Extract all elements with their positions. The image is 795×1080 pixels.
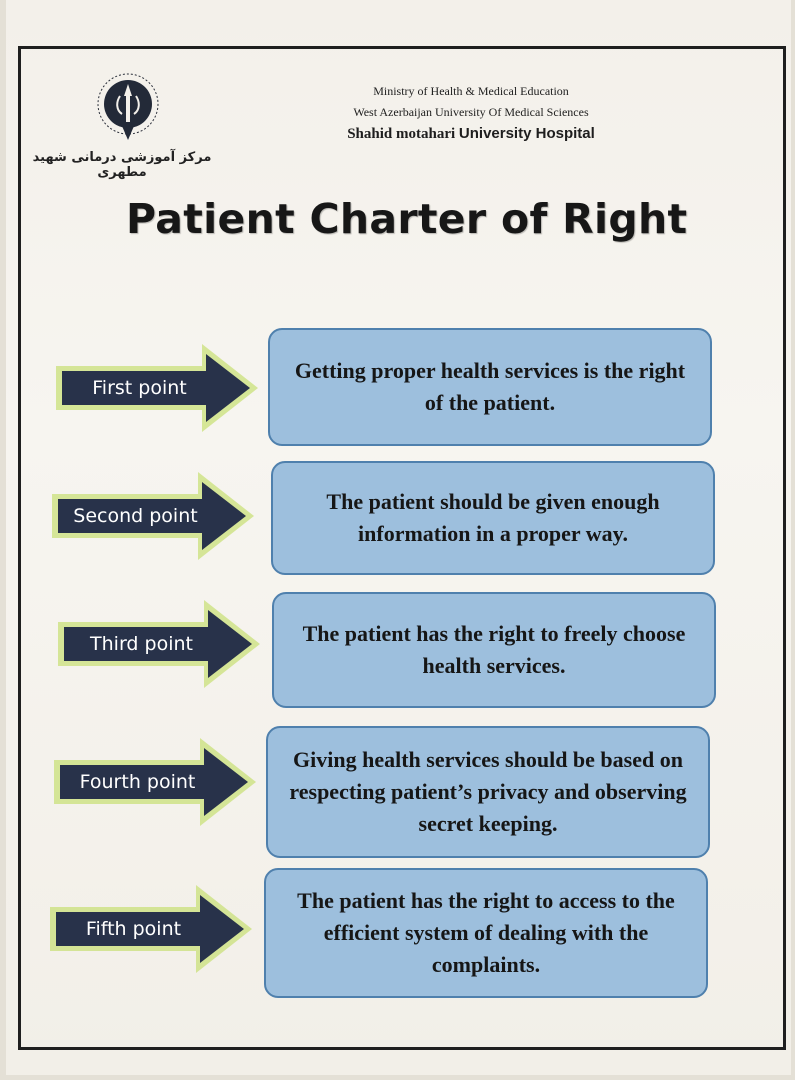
third-point-arrow [54, 594, 264, 694]
fourth-point-label: Fourth point [79, 771, 196, 793]
hospital-suffix: University Hospital [458, 125, 595, 142]
first-point-arrow [52, 338, 262, 438]
second-point-arrow [48, 466, 258, 566]
third-point-label: Third point [90, 633, 193, 655]
first-point-text-box: Getting proper health services is the right of the patient. [268, 328, 712, 446]
university-line: West Azerbaijan University Of Medical Sciences [353, 105, 589, 119]
hospital-line [306, 122, 636, 146]
fifth-point-arrow [46, 879, 256, 979]
persian-hospital-name: مرکز آموزشی درمانی شهید مطهری [32, 150, 212, 180]
fourth-point-text-box: Giving health services should be based on respecting patient’s privacy and observing secret keeping. [266, 726, 710, 858]
first-point-label: First point [92, 377, 187, 399]
fourth-point-arrow [50, 732, 260, 832]
university-emblem-icon [86, 66, 170, 150]
institution-header [306, 80, 636, 146]
second-point-text-box: The patient should be given enough information in a proper way. [271, 461, 715, 575]
hospital-name: Shahid motahari [347, 126, 456, 142]
third-point-text-box: The patient has the right to freely choose health services. [272, 592, 716, 708]
second-point-label: Second point [73, 505, 198, 527]
page-title: Patient Charter of Right [126, 195, 688, 243]
fifth-point-text-box: The patient has the right to access to the efficient system of dealing with the complaints. [264, 868, 708, 998]
charter-sheet [6, 0, 791, 1075]
ministry-line: Ministry of Health & Medical Education [373, 84, 569, 98]
fifth-point-label: Fifth point [85, 918, 182, 940]
